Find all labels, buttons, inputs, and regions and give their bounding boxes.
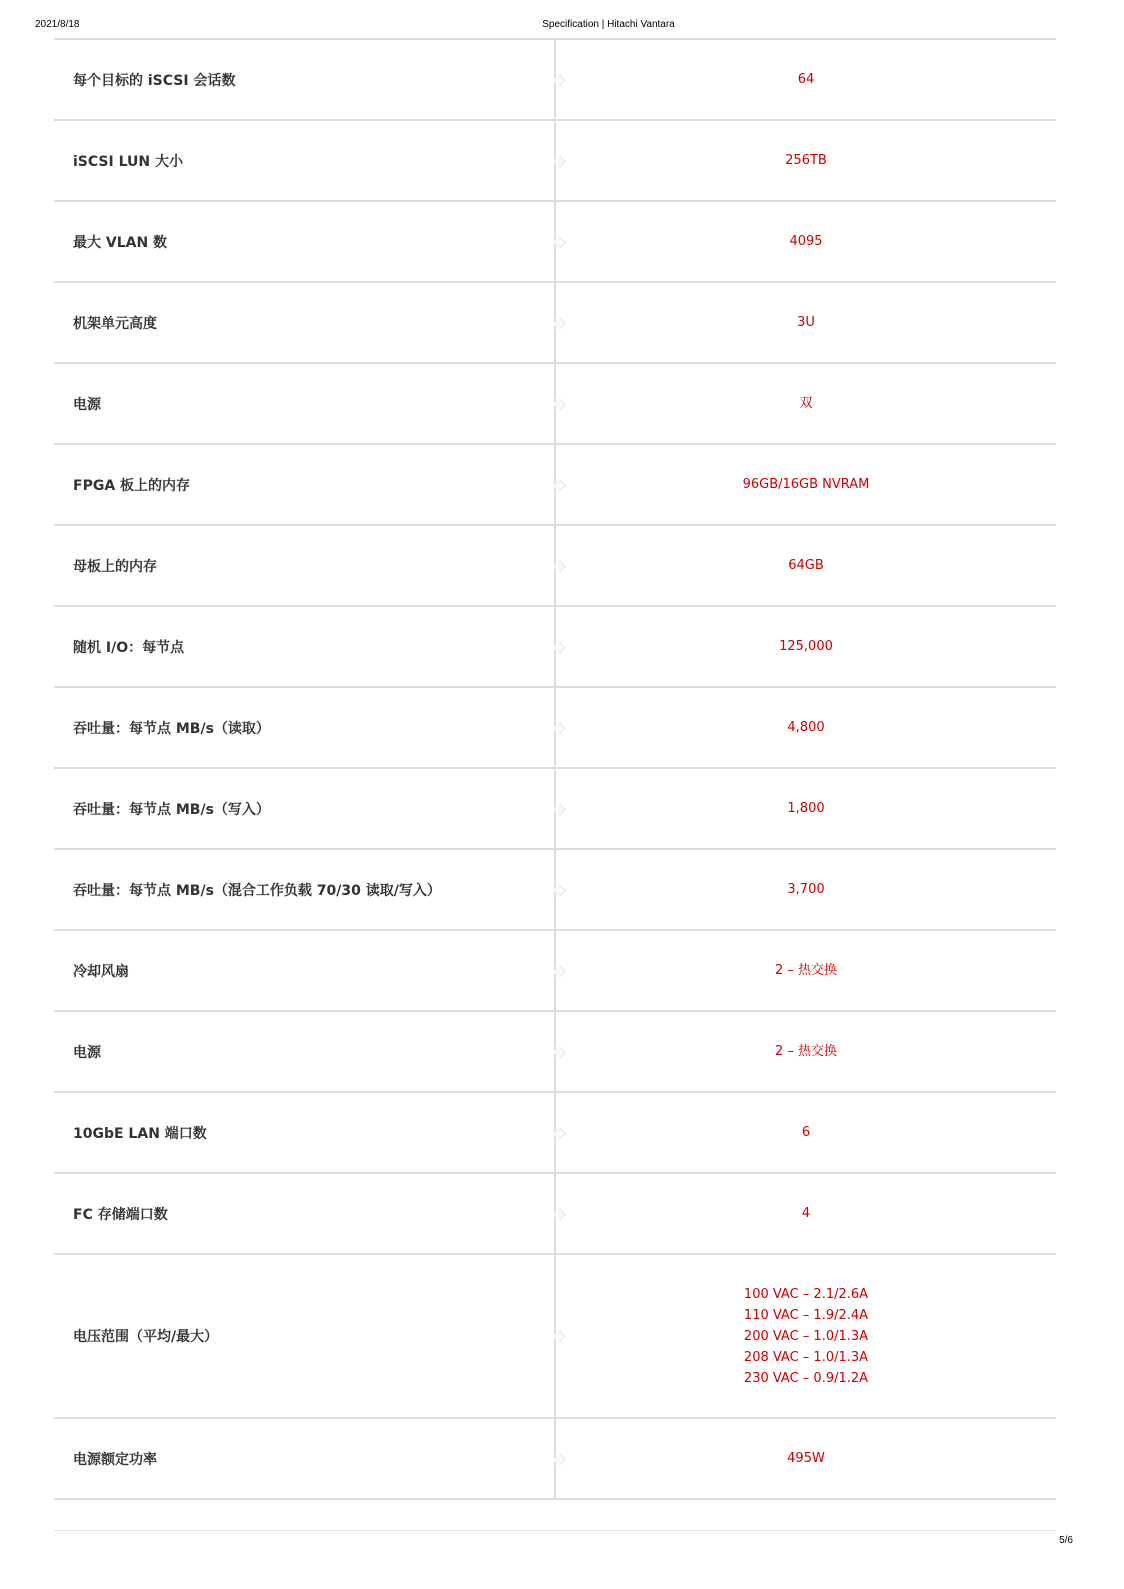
spec-value: 495W [787, 1451, 825, 1466]
spec-value: 6 [801, 1125, 811, 1140]
row-divider [554, 1255, 556, 1417]
spec-label: FC 存储端口数 [73, 1206, 168, 1223]
spec-row [54, 445, 1056, 526]
row-divider [554, 1012, 556, 1091]
voltage-line: 100 VAC – 2.1/2.6A [743, 1286, 869, 1302]
row-divider [554, 931, 556, 1010]
spec-value: 3U [797, 315, 815, 330]
spec-label: 吞吐量：每节点 MB/s（写入） [73, 801, 270, 818]
spec-row [54, 688, 1056, 769]
print-header [0, 19, 1124, 33]
spec-label: 电源 [73, 1044, 101, 1061]
spec-value: 3,700 [787, 882, 825, 897]
footer-rule [54, 1530, 1056, 1531]
page-number: 5/6 [1059, 1535, 1073, 1546]
spec-label: 每个目标的 iSCSI 会话数 [73, 72, 236, 89]
spec-row [54, 931, 1056, 1012]
spec-row [54, 364, 1056, 445]
spec-label: FPGA 板上的内存 [73, 477, 191, 494]
spec-label: 机架单元高度 [73, 315, 157, 332]
row-divider [554, 40, 556, 119]
spec-row [54, 850, 1056, 931]
spec-label: 10GbE LAN 端口数 [73, 1125, 207, 1142]
spec-row-voltage [54, 1255, 1056, 1419]
spec-value: 96GB/16GB NVRAM [742, 477, 870, 492]
spec-value: 2 – 热交换 [774, 1044, 838, 1059]
spec-label: 随机 I/O：每节点 [73, 639, 185, 656]
row-divider [554, 445, 556, 524]
spec-value: 125,000 [779, 639, 833, 654]
spec-label: 电压范围（平均/最大） [73, 1329, 219, 1345]
spec-value: 4,800 [787, 720, 825, 735]
spec-label: 最大 VLAN 数 [73, 234, 168, 251]
voltage-line: 230 VAC – 0.9/1.2A [743, 1370, 869, 1386]
row-divider [554, 1093, 556, 1172]
spec-row [54, 1419, 1056, 1500]
row-divider [554, 688, 556, 767]
spec-row [54, 40, 1056, 121]
row-divider [554, 202, 556, 281]
spec-row [54, 202, 1056, 283]
spec-value: 4 [801, 1206, 811, 1221]
row-divider [554, 850, 556, 929]
spec-value: 256TB [785, 153, 827, 168]
spec-value: 双 [799, 396, 813, 411]
spec-row [54, 1174, 1056, 1255]
spec-row [54, 607, 1056, 688]
spec-row [54, 526, 1056, 607]
spec-value: 64 [797, 72, 815, 87]
spec-value: 2 – 热交换 [774, 963, 838, 978]
row-divider [554, 769, 556, 848]
spec-value: 4095 [789, 234, 823, 249]
row-divider [554, 121, 556, 200]
spec-value: 1,800 [787, 801, 825, 816]
print-title: Specification | Hitachi Vantara [542, 19, 675, 30]
row-divider [554, 526, 556, 605]
spec-label: 母板上的内存 [73, 558, 157, 575]
voltage-line: 110 VAC – 1.9/2.4A [743, 1307, 869, 1323]
spec-row [54, 283, 1056, 364]
spec-label: 电源额定功率 [73, 1451, 157, 1468]
spec-label: 冷却风扇 [73, 963, 129, 980]
row-divider [554, 607, 556, 686]
spec-value: 64GB [788, 558, 824, 573]
row-divider [554, 364, 556, 443]
voltage-line: 208 VAC – 1.0/1.3A [743, 1349, 869, 1365]
spec-label: 电源 [73, 396, 101, 413]
spec-row [54, 1093, 1056, 1174]
print-date: 2021/8/18 [35, 19, 80, 30]
spec-row [54, 121, 1056, 202]
spec-label: 吞吐量：每节点 MB/s（混合工作负载 70/30 读取/写入） [73, 882, 441, 899]
row-divider [554, 1174, 556, 1253]
spec-table [54, 38, 1056, 1500]
spec-label: iSCSI LUN 大小 [73, 153, 183, 170]
row-divider [554, 283, 556, 362]
spec-label: 吞吐量：每节点 MB/s（读取） [73, 720, 270, 737]
spec-row [54, 769, 1056, 850]
voltage-values [556, 1255, 1056, 1417]
voltage-line: 200 VAC – 1.0/1.3A [743, 1328, 869, 1344]
row-divider [554, 1419, 556, 1498]
spec-row [54, 1012, 1056, 1093]
